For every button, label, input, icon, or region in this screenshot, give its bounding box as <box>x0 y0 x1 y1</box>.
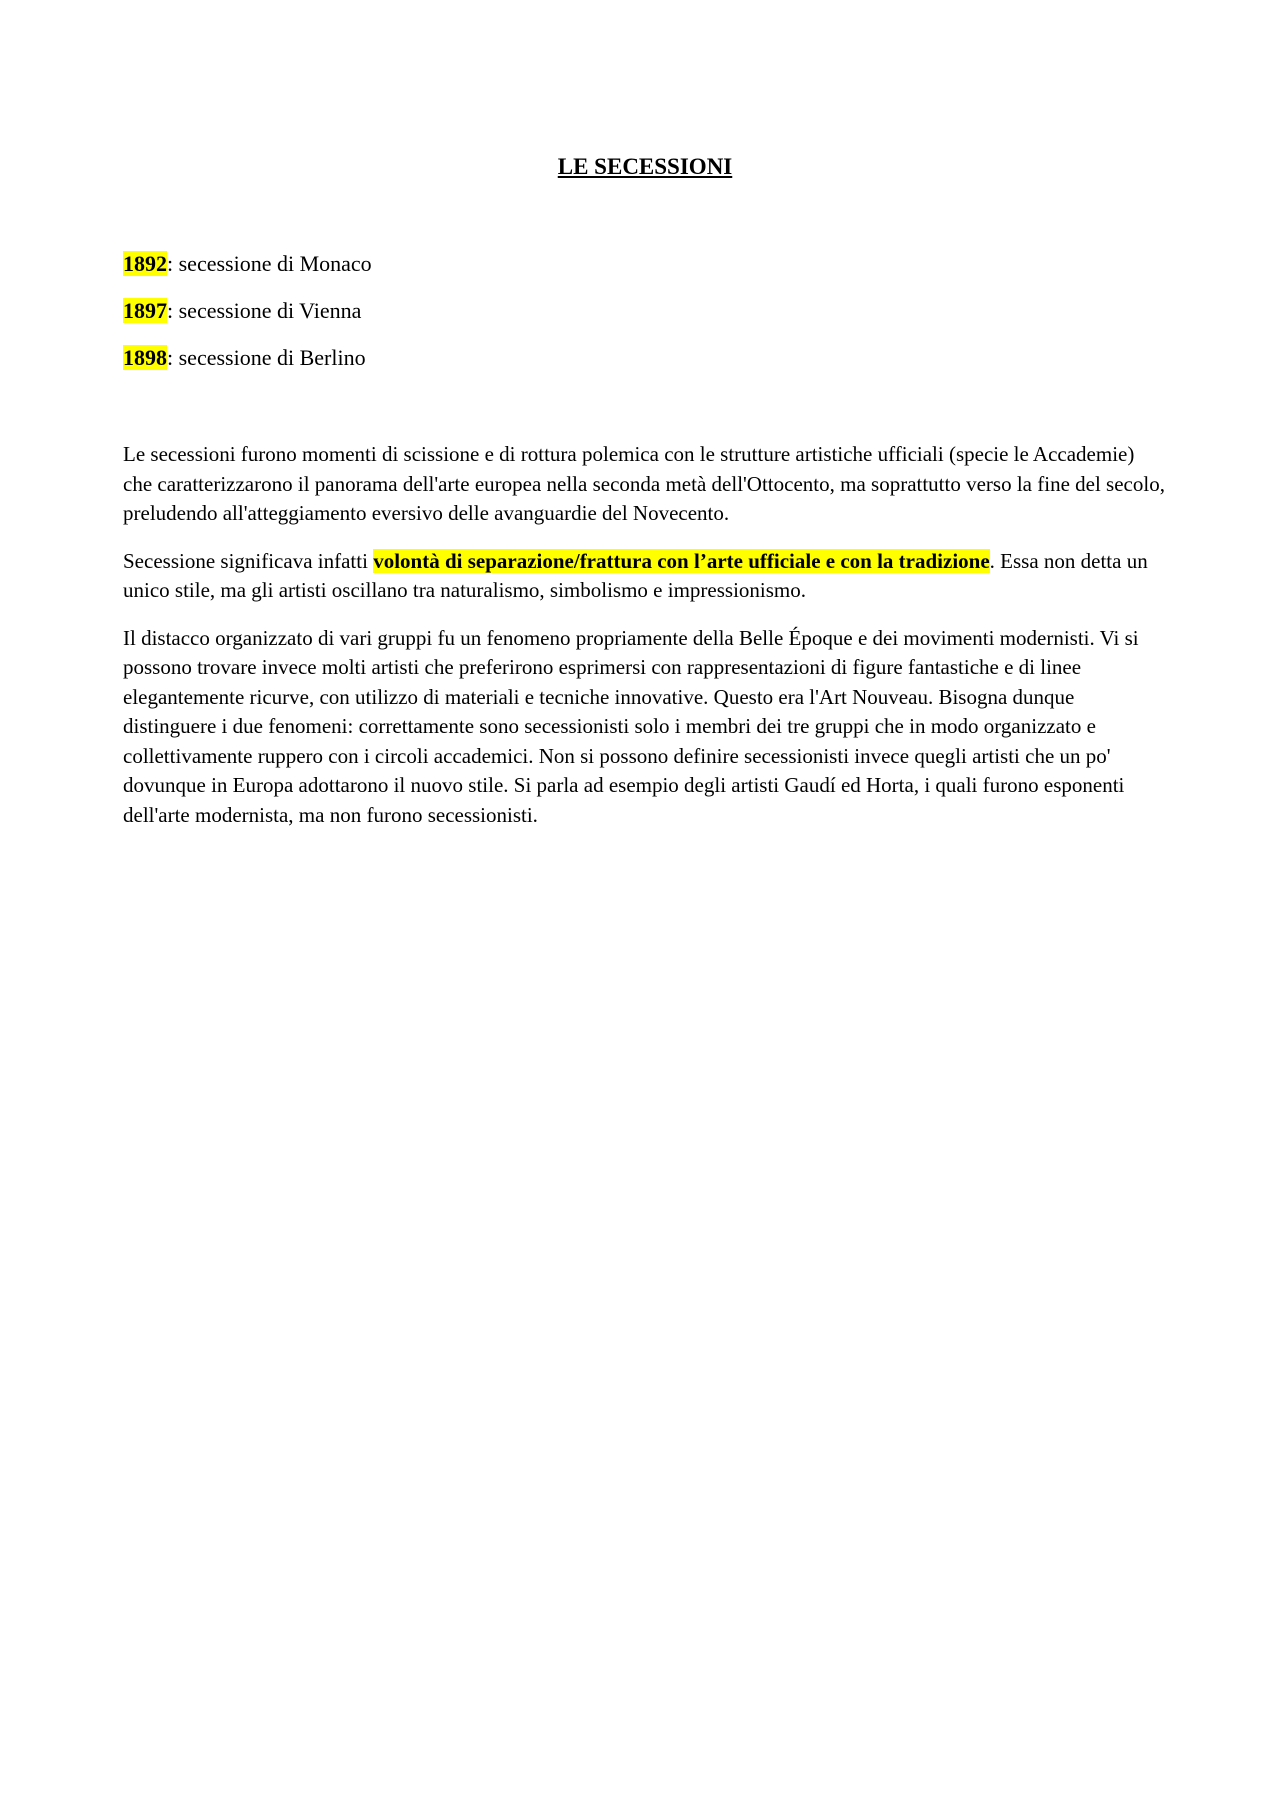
paragraph-meaning-end: . Essa non detta un unico stile, ma gli artisti oscillano tra naturalismo, simbolismo e impressionismo. <box>123 548 1148 602</box>
paragraph-meaning-start: Secessione significava infatti <box>123 548 374 573</box>
highlighted-phrase: volontà di separazione/frattura con l’arte ufficiale e con la tradizione <box>373 548 990 573</box>
page-title: LE SECESSIONI <box>557 154 733 179</box>
paragraph-intro: Le secessioni furono momenti di scissione e di rottura polemica con le strutture artistiche ufficiali (specie le Accademie) che caratterizzarono il panorama dell'arte europea nella seconda metà dell'Ottocento, ma soprattutto verso la fine del secolo, preludendo all'atteggiamento eversivo delle avanguardie del Novecento. <box>123 442 1165 525</box>
secession-dates-list <box>123 250 1173 391</box>
date-description: : secessione di Vienna <box>167 298 362 323</box>
date-description: : secessione di Monaco <box>167 251 372 276</box>
paragraph-meaning <box>123 547 1168 606</box>
document-body <box>123 440 1168 848</box>
year-highlight: 1892 <box>123 251 167 276</box>
date-line-vienna <box>123 297 1173 324</box>
year-highlight: 1897 <box>123 298 167 323</box>
paragraph-distinction: Il distacco organizzato di vari gruppi fu un fenomeno propriamente della Belle Époque e dei movimenti modernisti. Vi si possono trovare invece molti artisti che preferirono esprimersi con rappresentazioni di figure fantastiche e di linee elegantemente ricurve, con utilizzo di materiali e tecniche innovative. Questo era l'Art Nouveau. Bisogna dunque distinguere i due fenomeni: correttamente sono secessionisti solo i membri dei tre gruppi che in modo organizzato e collettivamente ruppero con i circoli accademici. Non si possono definire secessionisti invece quegli artisti che un po' dovunque in Europa adottarono il nuovo stile. Si parla ad esempio degli artisti Gaudí ed Horta, i quali furono esponenti dell'arte modernista, ma non furono secessionisti. <box>123 625 1139 827</box>
date-line-monaco <box>123 250 1173 277</box>
date-description: : secessione di Berlino <box>167 345 366 370</box>
date-line-berlino <box>123 344 1173 371</box>
year-highlight: 1898 <box>123 345 167 370</box>
